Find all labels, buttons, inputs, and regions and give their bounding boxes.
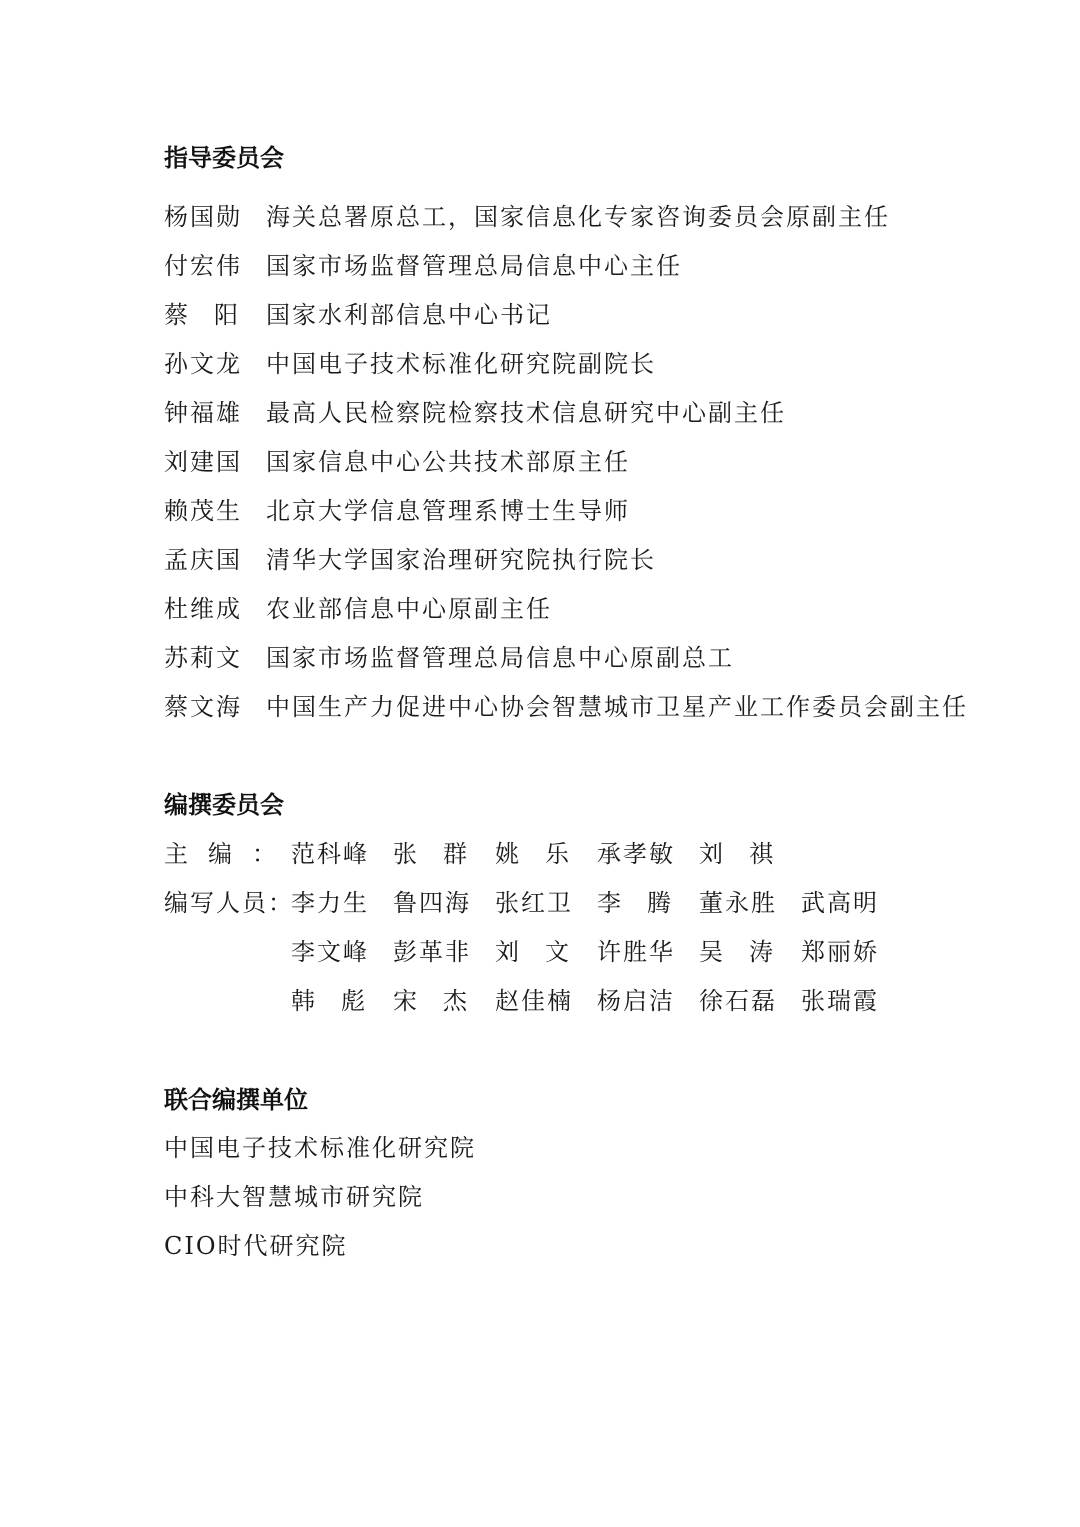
writer-name: 吴 涛 [699, 938, 775, 966]
member-role: 国家市场监督管理总局信息中心原副总工 [266, 644, 734, 672]
chief-editor-name: 刘 祺 [699, 840, 775, 868]
chief-editor-name: 姚 乐 [495, 840, 571, 868]
writer-name: 李文峰 [291, 938, 369, 966]
member-name: 杨国勋 [164, 203, 242, 231]
member-role: 中国生产力促进中心协会智慧城市卫星产业工作委员会副主任 [266, 693, 968, 721]
writer-name: 张红卫 [495, 889, 573, 917]
joint-units-heading: 联合编撰单位 [164, 1086, 308, 1114]
writer-name: 武高明 [801, 889, 879, 917]
member-name: 刘建国 [164, 448, 242, 476]
writer-name: 宋 杰 [393, 987, 469, 1015]
joint-unit: CIO时代研究院 [164, 1232, 348, 1260]
member-role: 国家市场监督管理总局信息中心主任 [266, 252, 682, 280]
writer-name: 徐石磊 [699, 987, 777, 1015]
member-role: 海关总署原总工，国家信息化专家咨询委员会原副主任 [266, 203, 890, 231]
member-name: 钟福雄 [164, 399, 242, 427]
member-name: 蔡文海 [164, 693, 242, 721]
writer-name: 许胜华 [597, 938, 675, 966]
member-name: 杜维成 [164, 595, 242, 623]
writer-name: 刘 文 [495, 938, 571, 966]
joint-unit: 中科大智慧城市研究院 [164, 1183, 424, 1211]
member-role: 国家信息中心公共技术部原主任 [266, 448, 630, 476]
writer-name: 董永胜 [699, 889, 777, 917]
chief-editor-name: 张 群 [393, 840, 469, 868]
member-name: 孙文龙 [164, 350, 242, 378]
member-role: 中国电子技术标准化研究院副院长 [266, 350, 656, 378]
member-name: 孟庆国 [164, 546, 242, 574]
member-role: 清华大学国家治理研究院执行院长 [266, 546, 656, 574]
guidance-committee-heading: 指导委员会 [164, 144, 284, 172]
writer-name: 韩 彪 [291, 987, 367, 1015]
writer-name: 杨启洁 [597, 987, 675, 1015]
member-role: 北京大学信息管理系博士生导师 [266, 497, 630, 525]
writer-name: 彭革非 [393, 938, 471, 966]
chief-editor-name: 范科峰 [291, 840, 369, 868]
member-role: 国家水利部信息中心书记 [266, 301, 552, 329]
writer-name: 张瑞霞 [801, 987, 879, 1015]
writer-name: 李力生 [291, 889, 369, 917]
writer-name: 鲁四海 [393, 889, 471, 917]
member-role: 农业部信息中心原副主任 [266, 595, 552, 623]
writer-name: 李 腾 [597, 889, 673, 917]
chief-editors-label: 主 编 ： [164, 840, 276, 868]
writer-name: 郑丽娇 [801, 938, 879, 966]
member-name: 苏莉文 [164, 644, 242, 672]
writers-label: 编写人员： [164, 889, 294, 917]
joint-unit: 中国电子技术标准化研究院 [164, 1134, 476, 1162]
member-name: 蔡 阳 [164, 301, 238, 329]
writer-name: 赵佳楠 [495, 987, 573, 1015]
member-role: 最高人民检察院检察技术信息研究中心副主任 [266, 399, 786, 427]
chief-editor-name: 承孝敏 [597, 840, 675, 868]
member-name: 赖茂生 [164, 497, 242, 525]
editorial-committee-heading: 编撰委员会 [164, 791, 284, 819]
member-name: 付宏伟 [164, 252, 242, 280]
